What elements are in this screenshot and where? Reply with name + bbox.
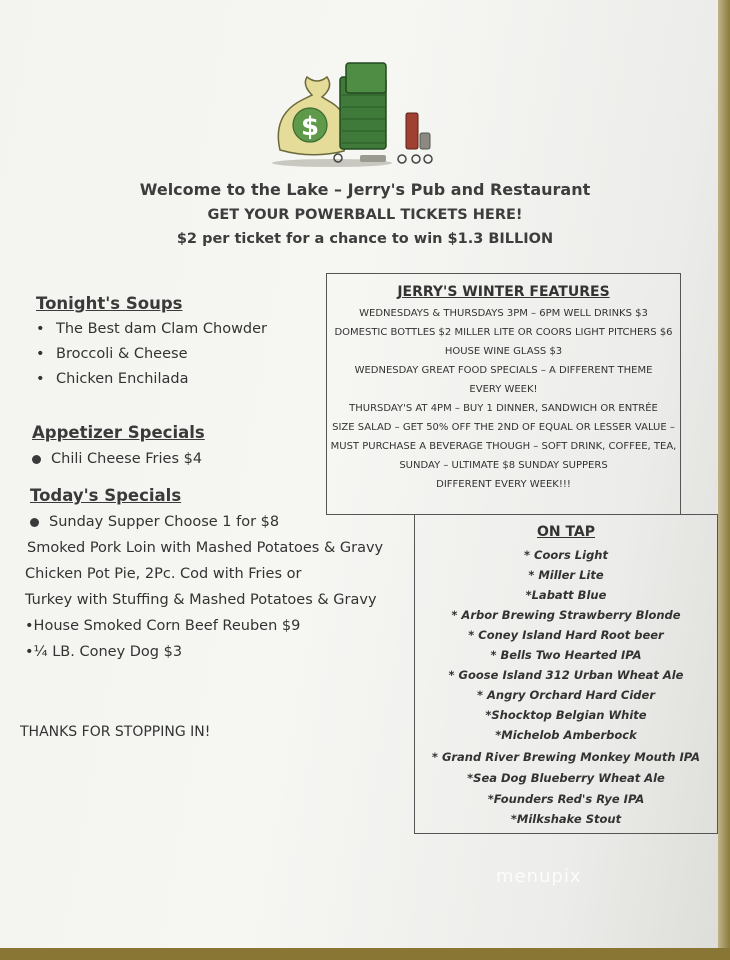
winter-line: DIFFERENT EVERY WEEK!!! <box>436 479 571 490</box>
tap-item: *Milkshake Stout <box>510 812 622 826</box>
winter-line: DOMESTIC BOTTLES $2 MILLER LITE OR COORS LIGHT PITCHERS $6 <box>334 327 673 338</box>
thanks-note: THANKS FOR STOPPING IN! <box>20 724 211 740</box>
paper-edge <box>718 0 730 960</box>
appetizer-item: Chili Cheese Fries $4 <box>32 451 202 467</box>
soups-list <box>36 321 267 396</box>
winter-line: EVERY WEEK! <box>469 384 538 395</box>
tap-item: * Coors Light <box>524 548 608 562</box>
bullet-dot <box>30 518 39 527</box>
winter-line: HOUSE WINE GLASS $3 <box>444 346 563 357</box>
specials-title: Today's Specials <box>30 486 182 505</box>
welcome-heading: Welcome to the Lake – Jerry's Pub and Restaurant <box>139 180 591 199</box>
winter-features-box <box>326 273 681 515</box>
table-surface <box>0 948 730 960</box>
tap-item: * Angry Orchard Hard Cider <box>476 688 655 702</box>
soup-item: • The Best dam Clam Chowder <box>36 321 267 346</box>
winter-line: WEDNESDAY GREAT FOOD SPECIALS – A DIFFERENT THEME <box>354 365 653 376</box>
winter-line: WEDNESDAYS & THURSDAYS 3PM – 6PM WELL DRINKS $3 <box>359 308 648 319</box>
specials-line: •House Smoked Corn Beef Reuben $9 <box>25 618 301 634</box>
appetizers-title: Appetizer Specials <box>32 423 205 442</box>
tap-item: *Shocktop Belgian White <box>485 708 647 722</box>
winter-line: SUNDAY – ULTIMATE $8 SUNDAY SUPPERS <box>399 460 608 471</box>
tap-item: * Coney Island Hard Root beer <box>468 628 664 642</box>
specials-first: Sunday Supper Choose 1 for $8 <box>30 514 279 530</box>
on-tap-title: ON TAP <box>536 524 596 540</box>
soup-item: • Chicken Enchilada <box>36 371 267 396</box>
powerball-price: $2 per ticket for a chance to win $1.3 BILLION <box>176 231 554 247</box>
menupix-watermark: menupix <box>496 866 582 887</box>
tap-item: * Miller Lite <box>528 568 604 582</box>
winter-line: MUST PURCHASE A BEVERAGE THOUGH – SOFT DRINK, COFFEE, TEA, <box>330 441 677 452</box>
powerball-heading: GET YOUR POWERBALL TICKETS HERE! <box>207 207 523 223</box>
tap-item: *Founders Red's Rye IPA <box>487 792 645 806</box>
specials-line: Smoked Pork Loin with Mashed Potatoes & Gravy <box>27 540 384 556</box>
specials-line: •¼ LB. Coney Dog $3 <box>25 644 183 660</box>
tap-item: *Sea Dog Blueberry Wheat Ale <box>467 771 665 785</box>
money-bag-cash-stack-icon <box>272 55 442 170</box>
tap-item: * Arbor Brewing Strawberry Blonde <box>451 608 681 622</box>
winter-features-title: JERRY'S WINTER FEATURES <box>397 284 610 300</box>
dollar-sign: $ <box>300 112 320 142</box>
winter-line: THURSDAY'S AT 4PM – BUY 1 DINNER, SANDWICH OR ENTRÉE <box>349 403 658 414</box>
on-tap-box <box>414 514 718 834</box>
specials-line: Chicken Pot Pie, 2Pc. Cod with Fries or <box>25 566 302 582</box>
tap-item: * Grand River Brewing Monkey Mouth IPA <box>431 750 701 764</box>
tap-item: * Goose Island 312 Urban Wheat Ale <box>448 668 684 682</box>
soups-title: Tonight's Soups <box>36 294 183 313</box>
tap-item: *Michelob Amberbock <box>495 728 637 742</box>
soup-item: • Broccoli & Cheese <box>36 346 267 371</box>
tap-item: * Bells Two Hearted IPA <box>490 648 642 662</box>
specials-line: Turkey with Stuffing & Mashed Potatoes & Gravy <box>25 592 377 608</box>
tap-item: *Labatt Blue <box>525 588 607 602</box>
bullet-dot <box>32 455 41 464</box>
winter-line: SIZE SALAD – GET 50% OFF THE 2ND OF EQUAL OR LESSER VALUE – <box>332 422 675 433</box>
